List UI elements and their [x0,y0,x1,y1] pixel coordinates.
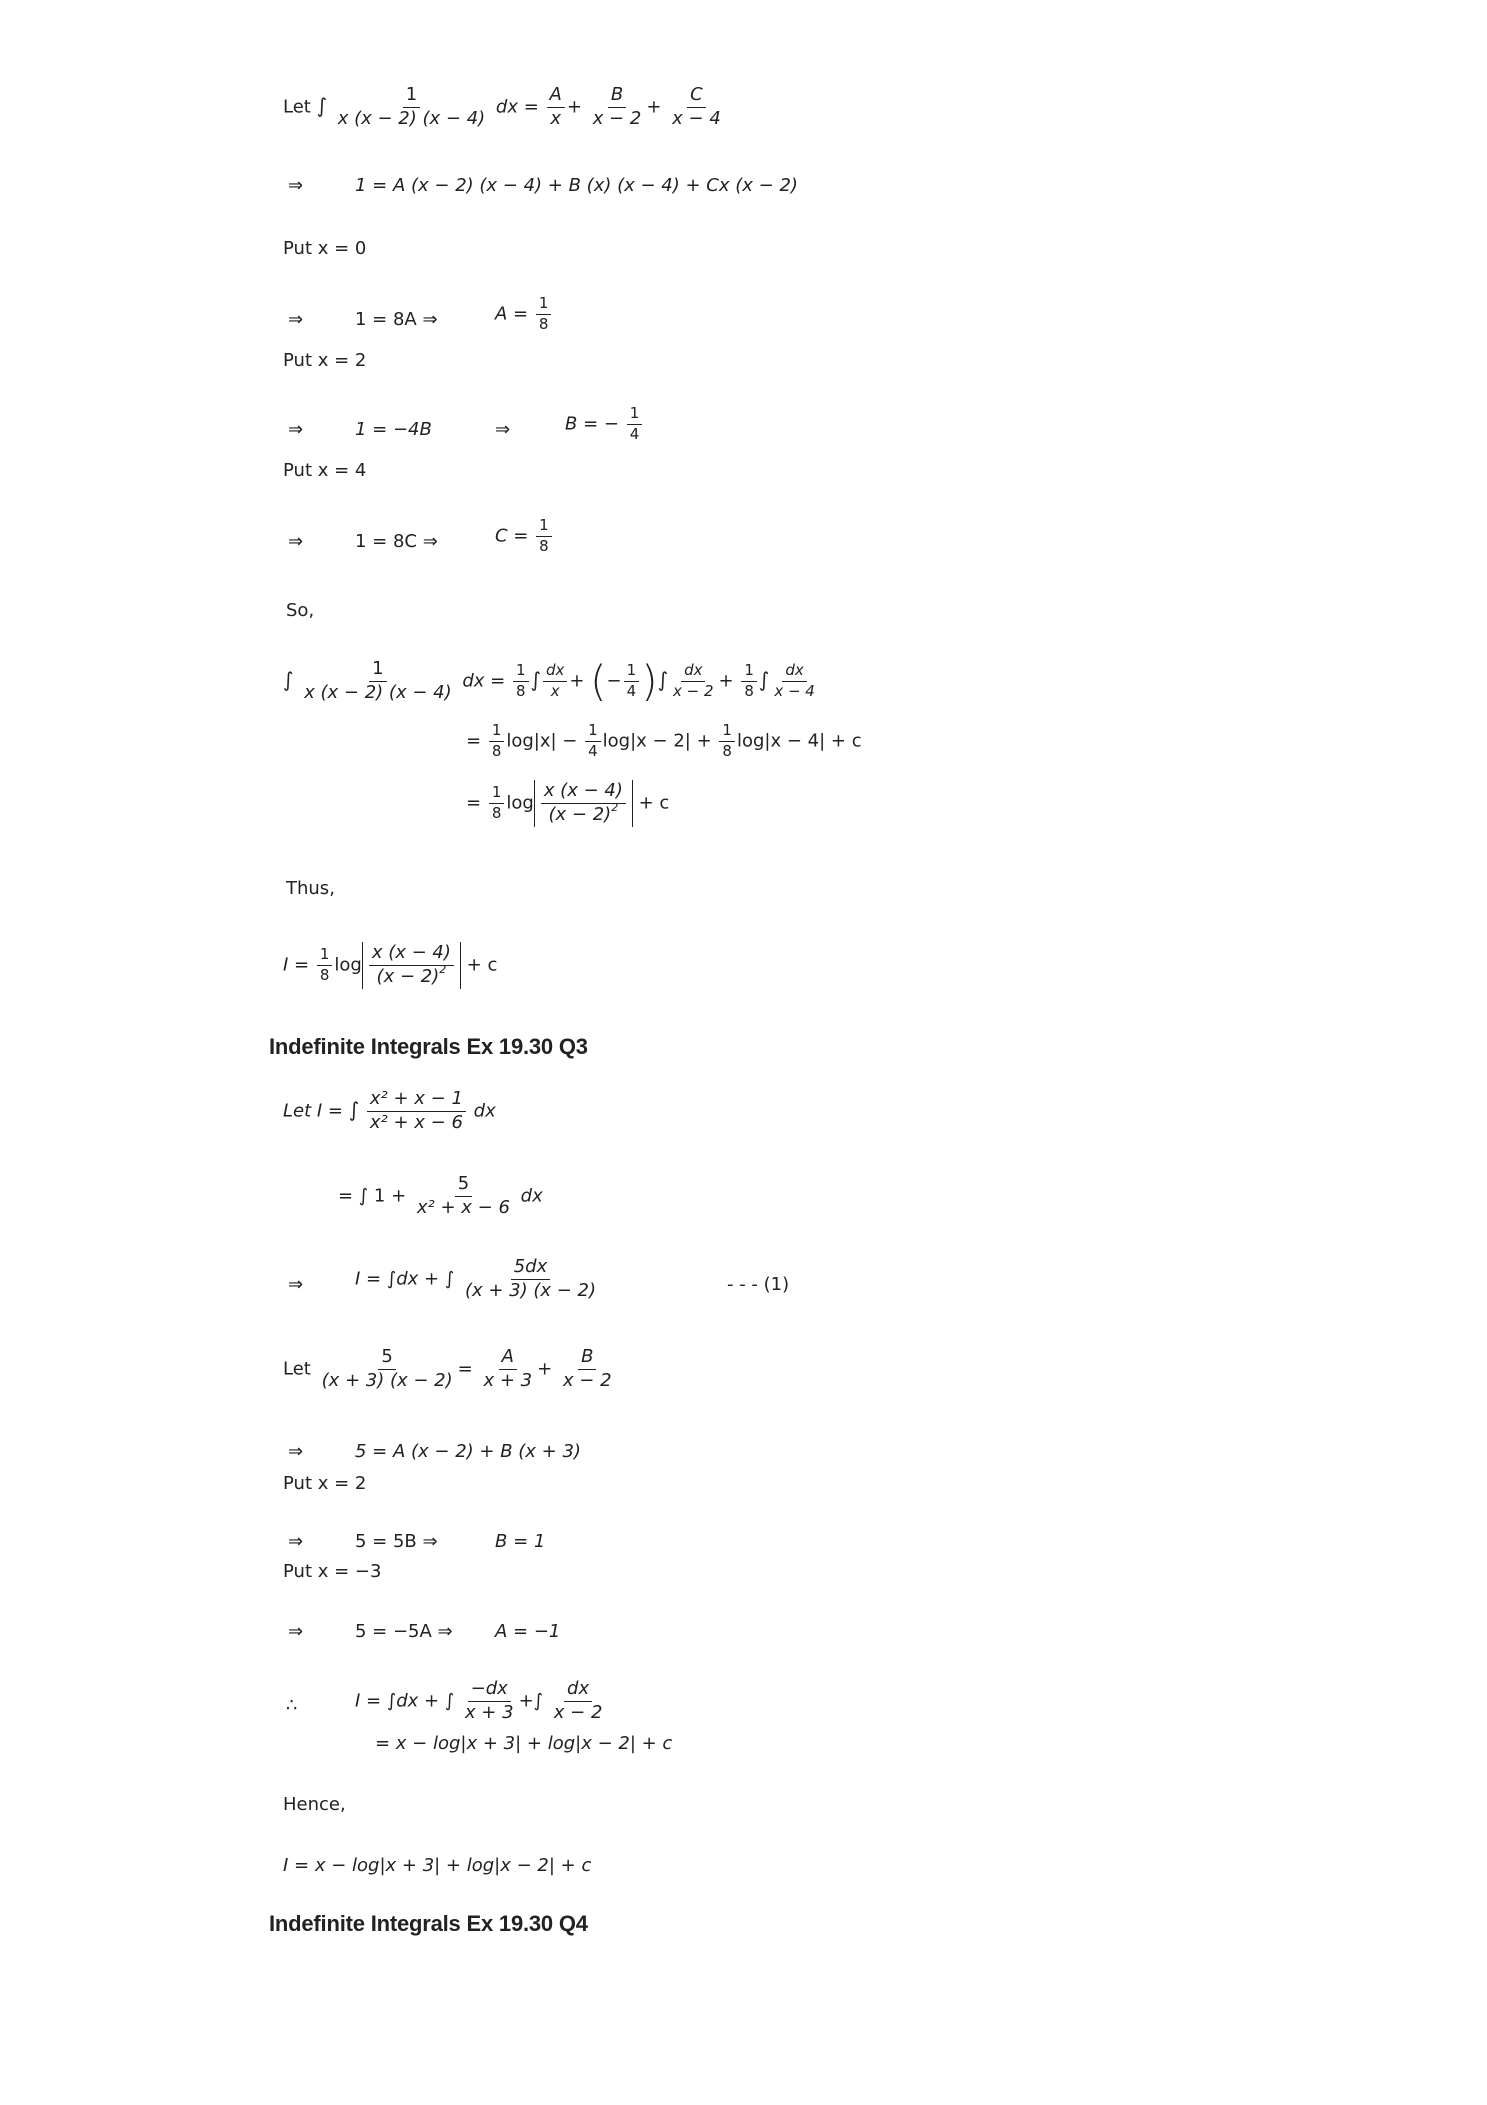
q2-identity: 1 = A (x − 2) (x − 4) + B (x) (x − 4) + Cx (x − 2) [355,175,798,196]
q3-let-partial-fractions: Let $\frac{5}{(x + 3) (x - 2)}$ = $\frac{A}{x + 3}$ + $\frac{B}{x - 2}$ [283,1346,612,1391]
q3-eq-split: I = ∫dx + ∫ $\frac{5dx}{(x + 3) (x - 2)}$ [355,1256,597,1301]
section-heading-q3: Indefinite Integrals Ex 19.30 Q3 [269,1034,588,1059]
q2-partial-fraction-setup: Let ∫ $\frac{1}{x (x - 2) (x - 4)}$ dx = $\frac{A}{x}$ + $\frac{B}{x - 2}$ + $\frac{C}{x - 4}$ [283,84,721,129]
q2-c-eq: 1 = 8C ⇒ [355,531,438,552]
q3-implies: ⇒ [288,1621,304,1642]
q3-final-answer: I = x − log|x + 3| + log|x − 2| + c [283,1855,592,1876]
q3-b-result: B = 1 [495,1531,546,1552]
let-label: Let [283,96,311,118]
q3-hence: Hence, [283,1794,346,1815]
q3-identity: 5 = A (x − 2) + B (x + 3) [355,1441,581,1462]
q3-put-minus-3: Put x = −3 [283,1561,382,1582]
q2-implies: ⇒ [288,531,304,552]
q2-a-result: A = $\frac{1}{8}$ [495,296,553,333]
therefore-symbol: ∴ [286,1695,298,1716]
q2-a-eq: 1 = 8A ⇒ [355,309,438,330]
fraction: $\frac{1}{x (x - 2) (x - 4)}$ [337,84,486,129]
q2-implies: ⇒ [288,309,304,330]
q3-evaluated: = x − log|x + 3| + log|x − 2| + c [375,1733,673,1754]
q2-thus: Thus, [286,878,335,899]
q3-let-integral: Let I = ∫ $\frac{\text{x² + x − 1}}{\text{x² + x − 6}}$ dx [283,1088,496,1133]
q2-implies: ⇒ [495,419,511,440]
q2-result-log-sum: = $\frac{1}{8}$ log|x| − $\frac{1}{4}$ log|x − 2| + $\frac{1}{8}$ log|x − 4| + c [466,721,862,760]
q3-a-eq: 5 = −5A ⇒ [355,1621,453,1642]
equation-tag: - - - (1) [727,1274,790,1295]
q2-b-result: B = − $\frac{1}{4}$ [565,406,644,443]
implies-symbol: ⇒ [288,175,304,196]
q2-line-2 [288,177,303,195]
q3-integral-split: I = ∫dx + ∫ $\frac{-dx}{x + 3}$ +∫ $\frac{dx}{x - 2}$ [355,1678,603,1723]
q3-rewrite: = ∫ 1 + $\frac{5}{\text{x² + x − 6}}$ dx [338,1173,543,1218]
q2-result-combined: = $\frac{1}{8}$ log $\frac{x (x - 4)}{(x - 2)^2}$ + c [466,780,670,825]
q2-final-answer: I = $\frac{1}{8}$ log $\frac{x (x - 4)}{(x - 2)^2}$ + c [283,942,498,987]
q3-implies: ⇒ [288,1531,304,1552]
q2-put-4: Put x = 4 [283,460,367,481]
section-heading-q4: Indefinite Integrals Ex 19.30 Q4 [269,1911,588,1936]
q3-b-eq: 5 = 5B ⇒ [355,1531,438,1552]
q2-put-2: Put x = 2 [283,350,367,371]
q2-put-0: Put x = 0 [283,238,367,259]
q3-implies: ⇒ [288,1441,304,1462]
q2-b-eq: 1 = −4B [355,419,432,440]
q3-a-result: A = −1 [495,1621,561,1642]
q2-integral-decomposition: ∫ $\frac{1}{x (x - 2) (x - 4)}$ dx = $\frac{1}{8}$ ∫ $\frac{dx}{x}$ + (− $\frac{1}{4}$ )∫ $\frac{dx}{x - 2}$ + $\frac{1}{8}$ ∫ $\frac{dx}{x - 4}$ [283,656,815,706]
q3-implies: ⇒ [288,1274,304,1295]
q3-put-2: Put x = 2 [283,1473,367,1494]
q2-so: So, [286,600,315,621]
q2-c-result: C = $\frac{1}{8}$ [495,518,554,555]
q2-implies: ⇒ [288,419,304,440]
